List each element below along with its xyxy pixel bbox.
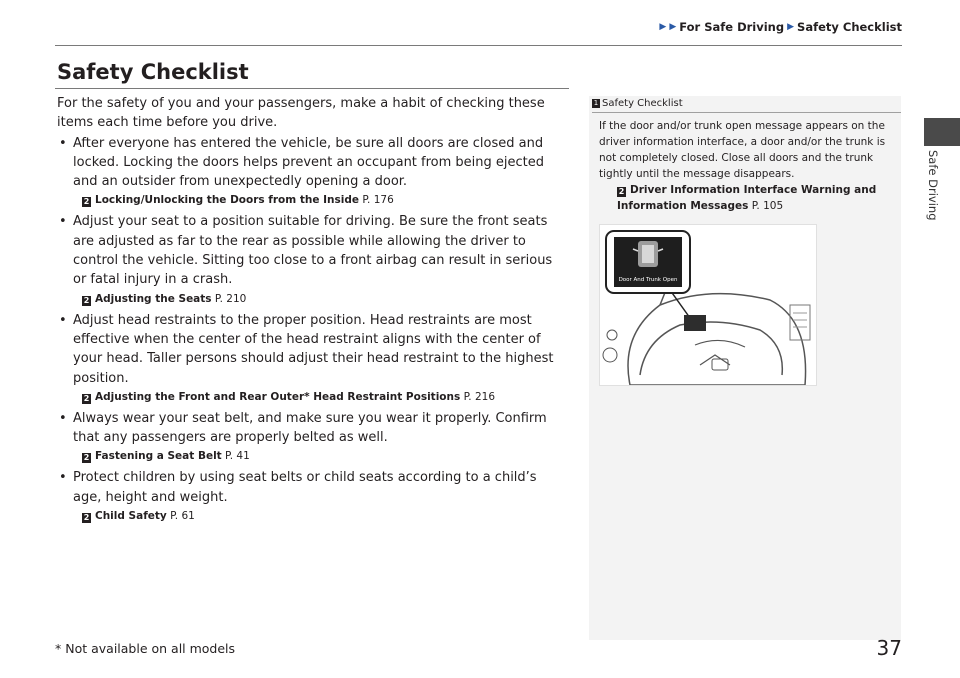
title-divider bbox=[55, 88, 569, 89]
chapter-tab bbox=[924, 118, 960, 146]
reference-title: Adjusting the Seats bbox=[95, 292, 212, 305]
top-divider bbox=[55, 45, 902, 46]
reference-title: Child Safety bbox=[95, 510, 167, 523]
page-title: Safety Checklist bbox=[57, 60, 249, 84]
breadcrumb-arrow-icon: ▶ bbox=[659, 22, 667, 32]
bullet-icon: • bbox=[59, 470, 67, 486]
note-text: If the door and/or trunk open message appears on the driver information interface, a door and/or the trunk is not completely closed. Close all doors and the trunk tightly until the message disappears. bbox=[599, 120, 886, 180]
note-heading-text: Safety Checklist bbox=[602, 98, 683, 109]
reference-title: Locking/Unlocking the Doors from the Inside bbox=[95, 194, 359, 207]
reference-title: Adjusting the Front and Rear Outer* Head Restraint Positions bbox=[95, 390, 461, 403]
breadcrumb-arrow-icon: ▶ bbox=[669, 22, 677, 32]
reference-page: P. 210 bbox=[214, 292, 247, 305]
cross-reference-link[interactable] bbox=[73, 192, 569, 208]
footnote: * Not available on all models bbox=[55, 641, 236, 656]
breadcrumb bbox=[659, 20, 902, 34]
note-icon: 1 bbox=[593, 99, 599, 107]
reference-icon: 2 bbox=[618, 187, 625, 196]
main-content bbox=[57, 94, 569, 528]
cross-reference-link[interactable] bbox=[73, 508, 569, 524]
sidebar-note bbox=[589, 96, 901, 640]
cross-reference-link[interactable] bbox=[73, 389, 569, 405]
breadcrumb-page[interactable]: Safety Checklist bbox=[797, 20, 902, 34]
intro-text: For the safety of you and your passengers, make a habit of checking these items each time before you drive. bbox=[57, 96, 545, 131]
bullet-text: Always wear your seat belt, and make sure you wear it properly. Confirm that any passengers are properly belted as well. bbox=[73, 410, 547, 446]
bullet-text: Adjust your seat to a position suitable for driving. Be sure the front seats are adjusted as far to the rear as possible while allowing the driver to control the vehicle. Sitting too close to a front airbag can result in serious or fatal injury in a crash. bbox=[73, 214, 553, 288]
chapter-label: Safe Driving bbox=[926, 150, 940, 221]
list-item bbox=[57, 212, 569, 306]
reference-icon: 2 bbox=[83, 295, 90, 305]
note-heading bbox=[592, 98, 683, 109]
message-text: Door And Trunk Open bbox=[618, 277, 678, 283]
cross-reference-link[interactable] bbox=[73, 448, 569, 464]
reference-page: P. 61 bbox=[170, 510, 195, 523]
bullet-text: Adjust head restraints to the proper position. Head restraints are most effective when the center of the head restraint aligns with the center of your head. Taller persons should adjust their head restraint to the highest position. bbox=[73, 312, 554, 386]
note-divider bbox=[592, 112, 901, 113]
reference-icon: 2 bbox=[83, 513, 90, 523]
cross-reference-link[interactable] bbox=[73, 291, 569, 307]
reference-page: P. 41 bbox=[225, 450, 250, 463]
reference-icon: 2 bbox=[83, 393, 90, 403]
reference-page: P. 176 bbox=[362, 194, 394, 207]
dashboard-drawing bbox=[600, 225, 816, 385]
reference-page: P. 105 bbox=[751, 200, 784, 212]
page-number: 37 bbox=[876, 636, 902, 660]
cross-reference-link[interactable] bbox=[599, 182, 889, 214]
list-item bbox=[57, 134, 569, 209]
list-item bbox=[57, 311, 569, 405]
reference-icon: 2 bbox=[83, 197, 90, 207]
bullet-icon: • bbox=[59, 135, 67, 151]
checklist bbox=[57, 134, 569, 524]
breadcrumb-section[interactable]: For Safe Driving bbox=[679, 20, 785, 34]
breadcrumb-arrow-icon: ▶ bbox=[787, 22, 795, 32]
bullet-icon: • bbox=[59, 214, 67, 230]
dashboard-illustration bbox=[599, 224, 817, 386]
list-item bbox=[57, 468, 569, 524]
bullet-icon: • bbox=[59, 410, 67, 426]
note-body bbox=[599, 118, 889, 214]
reference-icon: 2 bbox=[83, 453, 90, 463]
bullet-icon: • bbox=[59, 312, 67, 328]
reference-title: Fastening a Seat Belt bbox=[95, 450, 222, 463]
list-item bbox=[57, 409, 569, 465]
reference-title: Driver Information Interface Warning and Information Messages bbox=[617, 184, 877, 212]
bullet-text: After everyone has entered the vehicle, be sure all doors are closed and locked. Locking the doors helps prevent an occupant from being ejected and an outsider from unexpectedly opening a door. bbox=[73, 135, 545, 190]
reference-page: P. 216 bbox=[463, 390, 496, 403]
bullet-text: Protect children by using seat belts or child seats according to a child’s age, height and weight. bbox=[73, 470, 537, 505]
